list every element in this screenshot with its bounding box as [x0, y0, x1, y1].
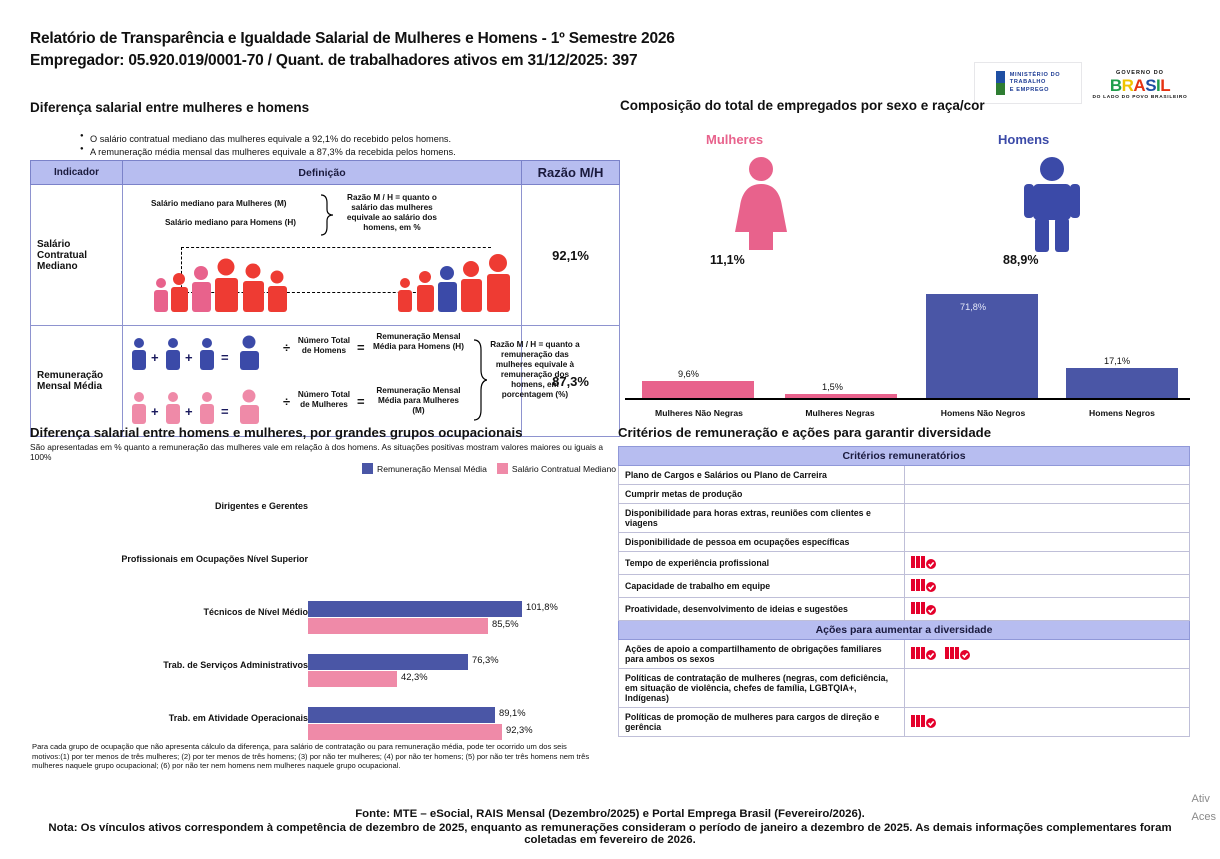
occupational-rows: [30, 487, 620, 752]
bar-mulheres-negras: [785, 394, 897, 398]
row-indicator-label: Salário Contratual Mediano: [31, 185, 123, 326]
occ-row-tecnicos: [30, 593, 620, 646]
row-ratio-value: 87,3%: [522, 326, 620, 437]
bar-homens-negros: [1066, 368, 1178, 398]
men-total-label: Número Total de Homens: [297, 336, 351, 355]
bar-value: 17,1%: [1104, 356, 1131, 366]
criteria-mark: [904, 669, 1190, 708]
criteria-mark: [904, 485, 1190, 504]
check-people-icon: [911, 554, 937, 570]
table-row: [619, 485, 1190, 504]
criteria-title: Critérios de remuneração e ações para garantir diversidade: [618, 425, 992, 440]
salary-diff-bullets: [40, 134, 600, 160]
col-definicao: Definição: [122, 161, 521, 185]
occ-value-salario: 42,3%: [401, 671, 428, 682]
median-women-label: Salário mediano para Mulheres (M): [150, 199, 287, 208]
composition-title: Composição do total de empregados por sexo e raça/cor: [620, 98, 985, 113]
criteria-band-1-label: Critérios remuneratórios: [619, 447, 1190, 466]
median-ratio-note: Razão M / H = quanto o salário das mulheres equivale ao salário dos homens, em %: [346, 193, 437, 232]
table-row: [619, 466, 1190, 485]
criteria-mark: [904, 466, 1190, 485]
divide-symbol: ÷: [282, 394, 291, 409]
equals-symbol: =: [356, 340, 365, 355]
gov-logo-name: BRASIL: [1109, 76, 1171, 95]
occ-label: Trab. de Serviços Administrativos: [163, 660, 308, 670]
criteria-band-2: [619, 621, 1190, 640]
occ-value-remuneracao: 101,8%: [526, 601, 558, 612]
page-subtitle: Empregador: 05.920.019/0001-70 / Quant. de trabalhadores ativos em 31/12/2025: 397: [30, 52, 638, 69]
criteria-label: Disponibilidade de pessoa em ocupações específicas: [619, 533, 905, 552]
occ-value-remuneracao: 76,3%: [472, 654, 499, 665]
salary-diff-title: Diferença salarial entre mulheres e homens: [30, 100, 310, 115]
criteria-mark: [904, 533, 1190, 552]
table-row: [31, 326, 620, 437]
composition-men-label: Homens: [998, 132, 1050, 147]
women-mean-label: Remuneração Mensal Média para Mulheres (M): [376, 386, 461, 415]
men-formula-row: [129, 334, 279, 379]
occ-label: Trab. em Atividade Operacionais: [168, 713, 308, 723]
women-people-icons: [129, 388, 279, 428]
criteria-table: [618, 446, 1190, 737]
svg-text:=: =: [220, 404, 229, 419]
women-total-label: Número Total de Mulheres: [297, 390, 351, 409]
indicators-table: [30, 160, 620, 437]
pictogram-group-women: [151, 243, 331, 318]
criteria-label: Capacidade de trabalho em equipe: [619, 575, 905, 598]
bullet-item: ● O salário contratual mediano das mulheres equivale a 92,1% do recebido pelos homens.: [80, 134, 600, 144]
occ-value-salario: 85,5%: [492, 618, 519, 629]
criteria-label: Proatividade, desenvolvimento de ideias e sugestões: [619, 598, 905, 621]
occ-bar-remuneracao: [308, 601, 522, 617]
occ-bar-remuneracao: [308, 654, 468, 670]
race-sex-bar-chart: [620, 270, 1190, 422]
legend-item-salario: [497, 463, 616, 474]
occ-value-remuneracao: 89,1%: [499, 707, 526, 718]
occ-row-profissionais: [30, 540, 620, 593]
table-row: [619, 533, 1190, 552]
row-ratio-value: 92,1%: [522, 185, 620, 326]
mte-flag-icon: [996, 71, 1005, 95]
brace-icon: [471, 338, 487, 424]
occ-bar-salario: [308, 618, 488, 634]
mte-logo-line2: TRABALHO: [1009, 79, 1046, 86]
check-people-icon: [911, 600, 937, 616]
occ-row-administrativos: [30, 646, 620, 699]
col-razao: Razão M/H: [522, 161, 620, 185]
bullet-item: ● A remuneração média mensal das mulheres equivale a 87,3% da recebida pelos homens.: [80, 147, 600, 157]
bar-label: Homens Negros: [1089, 408, 1155, 418]
legend-label: Salário Contratual Mediano: [511, 464, 616, 474]
svg-text:+: +: [184, 404, 193, 419]
people-icons: [395, 243, 525, 313]
bar-value: 71,8%: [960, 302, 987, 312]
criteria-band-2-label: Ações para aumentar a diversidade: [619, 621, 1190, 640]
median-men-label: Salário mediano para Homens (H): [164, 218, 296, 227]
svg-text:=: =: [220, 350, 229, 365]
occ-bar-salario: [308, 724, 502, 740]
mean-ratio-note: Razão M / H = quanto a remuneração das mulheres equivale à remuneração dos homens, em porcentagem (%): [490, 340, 580, 399]
occ-label: Dirigentes e Gerentes: [214, 501, 308, 511]
chart-axis: [625, 398, 1190, 400]
occ-row-dirigentes: [30, 487, 620, 540]
occ-value-salario: 92,3%: [506, 724, 533, 735]
bar-label: Mulheres Negras: [805, 408, 875, 418]
table-row: [619, 598, 1190, 621]
bar-label: Homens Não Negros: [940, 408, 1026, 418]
check-people-icon: [911, 645, 937, 661]
composition-women-pct: 11,1%: [710, 253, 745, 267]
composition-section: [620, 98, 1190, 267]
gov-logo-bottom: DO LADO DO POVO BRASILEIRO: [1092, 95, 1188, 100]
occupational-title: Diferença salarial entre homens e mulheres, por grandes grupos ocupacionais: [30, 425, 523, 440]
gov-logo-top: GOVERNO DO: [1116, 70, 1164, 76]
table-row: [619, 640, 1190, 669]
composition-women-label: Mulheres: [706, 132, 764, 147]
mte-logo-line3: E EMPREGO: [1009, 86, 1050, 93]
check-people-icon: [945, 645, 971, 661]
row-indicator-label: Remuneração Mensal Média: [31, 326, 123, 437]
criteria-mark: [904, 504, 1190, 533]
criteria-section: [618, 425, 1190, 737]
criteria-label: Políticas de contratação de mulheres (negras, com deficiência, em situação de violência, chefes de família, LGBTQIA+, Indígenas): [619, 669, 905, 708]
equals-symbol: =: [356, 394, 365, 409]
occupational-footnote: Para cada grupo de ocupação que não apresenta cálculo da diferença, para salário de contratação ou para remuneração média, pode ter ocorrido um dos seis motivos:(1) por ter menos de três mulheres; (2) por ter menos de três homens; (3) por não ter mulheres; (4) por não ter homens; (5) por não ter três homens nem três mulheres naquele grupo ocupacional; (6) por não ter nem homens nem mulheres naquele grupo ocupacional.: [32, 742, 590, 771]
criteria-mark: [904, 708, 1190, 737]
criteria-label: Políticas de promoção de mulheres para cargos de direção e gerência: [619, 708, 905, 737]
legend-swatch-pink: [497, 463, 508, 474]
corner-line-2: Aces: [1191, 811, 1216, 823]
occupational-section: [30, 425, 620, 735]
woman-figure-icon: [724, 156, 798, 252]
table-row: [31, 185, 620, 326]
table-row: [619, 708, 1190, 737]
col-indicador: Indicador: [31, 161, 123, 185]
corner-cut-text: [1192, 790, 1216, 826]
criteria-label: Ações de apoio a compartilhamento de obrigações familiares para ambos os sexos: [619, 640, 905, 669]
svg-text:+: +: [184, 350, 193, 365]
check-people-icon: [911, 713, 937, 729]
occ-label: Técnicos de Nível Médio: [203, 607, 308, 617]
pictogram-group-men: [395, 243, 525, 318]
page-title: Relatório de Transparência e Igualdade Salarial de Mulheres e Homens - 1º Semestre 2026: [30, 30, 675, 47]
median-salary-diagram: [123, 185, 521, 325]
table-row: [619, 552, 1190, 575]
brace-icon: [319, 193, 335, 237]
men-people-icons: [129, 334, 279, 374]
occupational-subtitle: São apresentadas em % quanto a remuneração das mulheres vale em relação à dos homens. As situações positivas mostram valores maiores ou iguais a 100%: [30, 442, 604, 462]
table-header-row: [31, 161, 620, 185]
occ-label: Profissionais em Ocupações Nível Superior: [121, 554, 308, 564]
criteria-label: Tempo de experiência profissional: [619, 552, 905, 575]
legend-label: Remuneração Mensal Média: [376, 464, 487, 474]
occ-bar-salario: [308, 671, 397, 687]
bar-value: 1,5%: [822, 382, 843, 392]
report-footer: [0, 808, 1220, 846]
criteria-label: Disponibilidade para horas extras, reuniões com clientes e viagens: [619, 504, 905, 533]
people-icons: [151, 243, 331, 313]
criteria-mark: [904, 575, 1190, 598]
bar-label: Mulheres Não Negras: [655, 408, 743, 418]
table-row: [619, 575, 1190, 598]
criteria-label: Plano de Cargos e Salários ou Plano de Carreira: [619, 466, 905, 485]
criteria-label: Cumprir metas de produção: [619, 485, 905, 504]
occupational-legend: [362, 463, 616, 474]
legend-swatch-blue: [362, 463, 373, 474]
bar-value: 9,6%: [678, 369, 699, 379]
men-mean-label: Remuneração Mensal Média para Homens (H): [372, 332, 464, 351]
check-people-icon: [911, 577, 937, 593]
footer-source: Fonte: MTE – eSocial, RAIS Mensal (Dezembro/2025) e Portal Emprega Brasil (Fevereiro/2026).: [355, 808, 865, 820]
report-header: [30, 30, 1190, 100]
corner-line-1: Ativ: [1191, 793, 1210, 805]
svg-text:+: +: [150, 350, 159, 365]
divide-symbol: ÷: [282, 340, 291, 355]
man-figure-icon: [1015, 156, 1089, 252]
row-definition-cell: [122, 185, 521, 326]
criteria-mark: [904, 552, 1190, 575]
table-row: [619, 669, 1190, 708]
criteria-band-1: [619, 447, 1190, 466]
criteria-mark: [904, 598, 1190, 621]
footer-note: Nota: Os vínculos ativos correspondem à competência de dezembro de 2025, enquanto as remunerações consideram o período de janeiro a dezembro de 2025. As demais informações complementares foram coletadas em fevereiro de 2026.: [48, 822, 1172, 846]
composition-men-pct: 88,9%: [1003, 253, 1039, 267]
legend-item-remuneracao: [362, 463, 487, 474]
criteria-mark: [904, 640, 1190, 669]
occ-bar-remuneracao: [308, 707, 495, 723]
svg-text:+: +: [150, 404, 159, 419]
mte-logo-line1: MINISTÉRIO DO: [1009, 71, 1061, 78]
bar-mulheres-nao-negras: [642, 381, 754, 398]
table-row: [619, 504, 1190, 533]
